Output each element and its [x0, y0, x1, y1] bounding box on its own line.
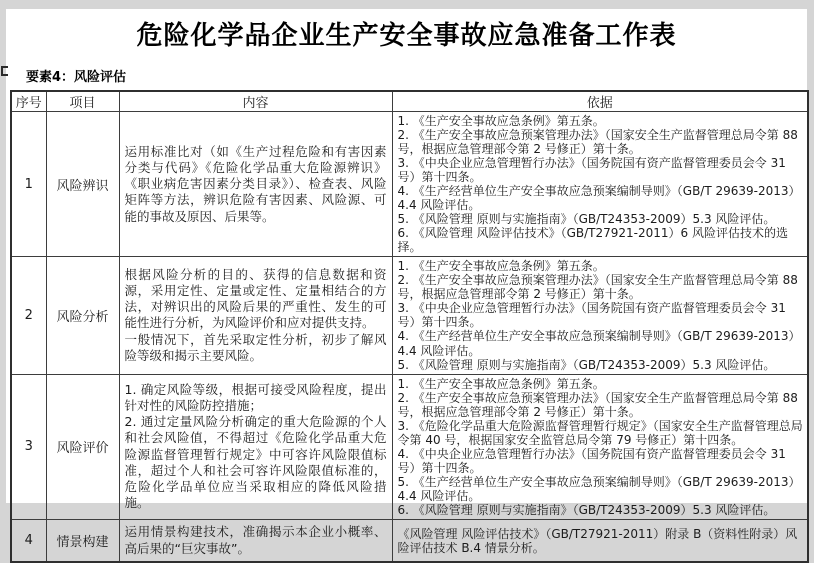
col-header-content: 内容: [119, 91, 392, 112]
basis-item: 1. 《生产安全事故应急条例》第五条。: [397, 114, 605, 128]
basis-item: 6. 《风险管理 原则与实施指南》（GB/T24353-2009）5.3 风险评估。: [397, 502, 776, 517]
basis-item: 4. 《中央企业应急管理暂行办法》（国务院国有资产监督管理委员会令 31 号）第十四条。: [397, 446, 786, 475]
content-paragraph: 一般情况下，首先采取定性分析，初步了解风险等级和揭示主要风险。: [124, 331, 387, 363]
item-cell: 风险辨识: [46, 112, 119, 257]
content-paragraph: 2. 通过定量风险分析确定的重大危险源的个人和社会风险值，不得超过《危险化学品重大危险源监督管理暂行规定》中可容许风险限值标准，超过个人和社会可容许风险限值标准的，危险化学品单位应当采取相应的降低风险措施。: [124, 414, 387, 511]
basis-item: 3. 《中央企业应急管理暂行办法》（国务院国有资产监督管理委员会令 31 号）第十四条。: [397, 156, 786, 185]
item-cell: 风险分析: [46, 257, 119, 374]
risk-assessment-table: [10, 90, 809, 563]
basis-item: 1. 《生产安全事故应急条例》第五条。: [397, 376, 605, 391]
text-boundary-mark: [1, 66, 8, 76]
basis-item: 3. 《中央企业应急管理暂行办法》（国务院国有资产监督管理委员会令 31 号）第十四条。: [397, 301, 786, 330]
basis-item: 4. 《生产经营单位生产安全事故应急预案编制导则》（GB/T 29639-2013）4.4 风险评估。: [397, 329, 801, 358]
content-cell: [119, 112, 392, 257]
basis-item: 2. 《生产安全事故应急预案管理办法》（国家安全生产监督管理总局令第 88 号，根据应急管理部令第 2 号修正）第十条。: [397, 128, 798, 157]
basis-item: 2. 《生产安全事故应急预案管理办法》（国家安全生产监督管理总局令第 88 号，根据应急管理部令第 2 号修正）第十条。: [397, 273, 798, 302]
basis-item: 3. 《危险化学品重大危险源监督管理暂行规定》（国家安全生产监督管理总局令第 40 号，根据国家安全监管总局令第 79 号修正）第十四条。: [397, 418, 803, 447]
content-cell: [119, 374, 392, 519]
content-cell: [119, 257, 392, 374]
content-cell: [119, 519, 392, 562]
basis-item: 5. 《风险管理 原则与实施指南》（GB/T24353-2009）5.3 风险评估。: [397, 357, 776, 372]
basis-cell: [392, 519, 808, 562]
table-row-risk-analysis: [11, 257, 808, 374]
item-cell: 情景构建: [46, 519, 119, 562]
col-header-no: 序号: [11, 91, 46, 112]
content-paragraph: 运用情景构建技术，准确揭示本企业小概率、高后果的“巨灾事故”。: [124, 524, 387, 556]
basis-item: 5. 《生产经营单位生产安全事故应急预案编制导则》（GB/T 29639-2013）4.4 风险评估。: [397, 474, 801, 503]
content-paragraph: 根据风险分析的目的、获得的信息数据和资源，采用定性、定量或定性、定量相结合的方法，对辨识出的风险后果的严重性、发生的可能性进行分析，为风险评价和应对提供支持。: [124, 266, 387, 331]
content-paragraph: 运用标准比对（如《生产过程危险和有害因素分类与代码》《危险化学品重大危险源辨识》《职业病危害因素分类目录》）、检查表、风险矩阵等方法，辨识危险有害因素、风险源、可能的事故及原因、后果等。: [124, 143, 387, 224]
basis-item: 《风险管理 风险评估技术》（GB/T27921-2011）附录 B（资料性附录）风险评估技术 B.4 情景分析。: [397, 526, 798, 555]
document-page: [6, 9, 807, 556]
content-paragraph: 1. 确定风险等级，根据可接受风险程度，提出针对性的风险防控措施；: [124, 381, 387, 413]
row-number-cell: 3: [11, 374, 46, 519]
col-header-item: 项目: [46, 91, 119, 112]
col-header-basis: 依据: [392, 91, 808, 112]
section-label: 要素4：风险评估: [26, 70, 127, 85]
basis-cell: [392, 374, 808, 519]
row-number-cell: 4: [11, 519, 46, 562]
table-row-risk-identification: [11, 112, 808, 257]
basis-item: 2. 《生产安全事故应急预案管理办法》（国家安全生产监督管理总局令第 88 号，根据应急管理部令第 2 号修正）第十条。: [397, 390, 798, 419]
row-number-cell: 1: [11, 112, 46, 257]
row-number-cell: 2: [11, 257, 46, 374]
item-cell: 风险评价: [46, 374, 119, 519]
basis-item: 4. 《生产经营单位生产安全事故应急预案编制导则》（GB/T 29639-2013）4.4 风险评估。: [397, 184, 801, 213]
basis-cell: [392, 257, 808, 374]
table-row-risk-evaluation: [11, 374, 808, 519]
header-row: [11, 91, 808, 112]
basis-item: 1. 《生产安全事故应急条例》第五条。: [397, 259, 605, 274]
basis-item: 5. 《风险管理 原则与实施指南》（GB/T24353-2009）5.3 风险评估。: [397, 212, 776, 227]
basis-cell: [392, 112, 808, 257]
page-title: 危险化学品企业生产安全事故应急准备工作表: [136, 21, 677, 51]
basis-item: 6. 《风险管理 风险评估技术》（GB/T27921-2011）6 风险评估技术的选择。: [397, 226, 788, 255]
table-row-scenario-construction: [11, 519, 808, 562]
